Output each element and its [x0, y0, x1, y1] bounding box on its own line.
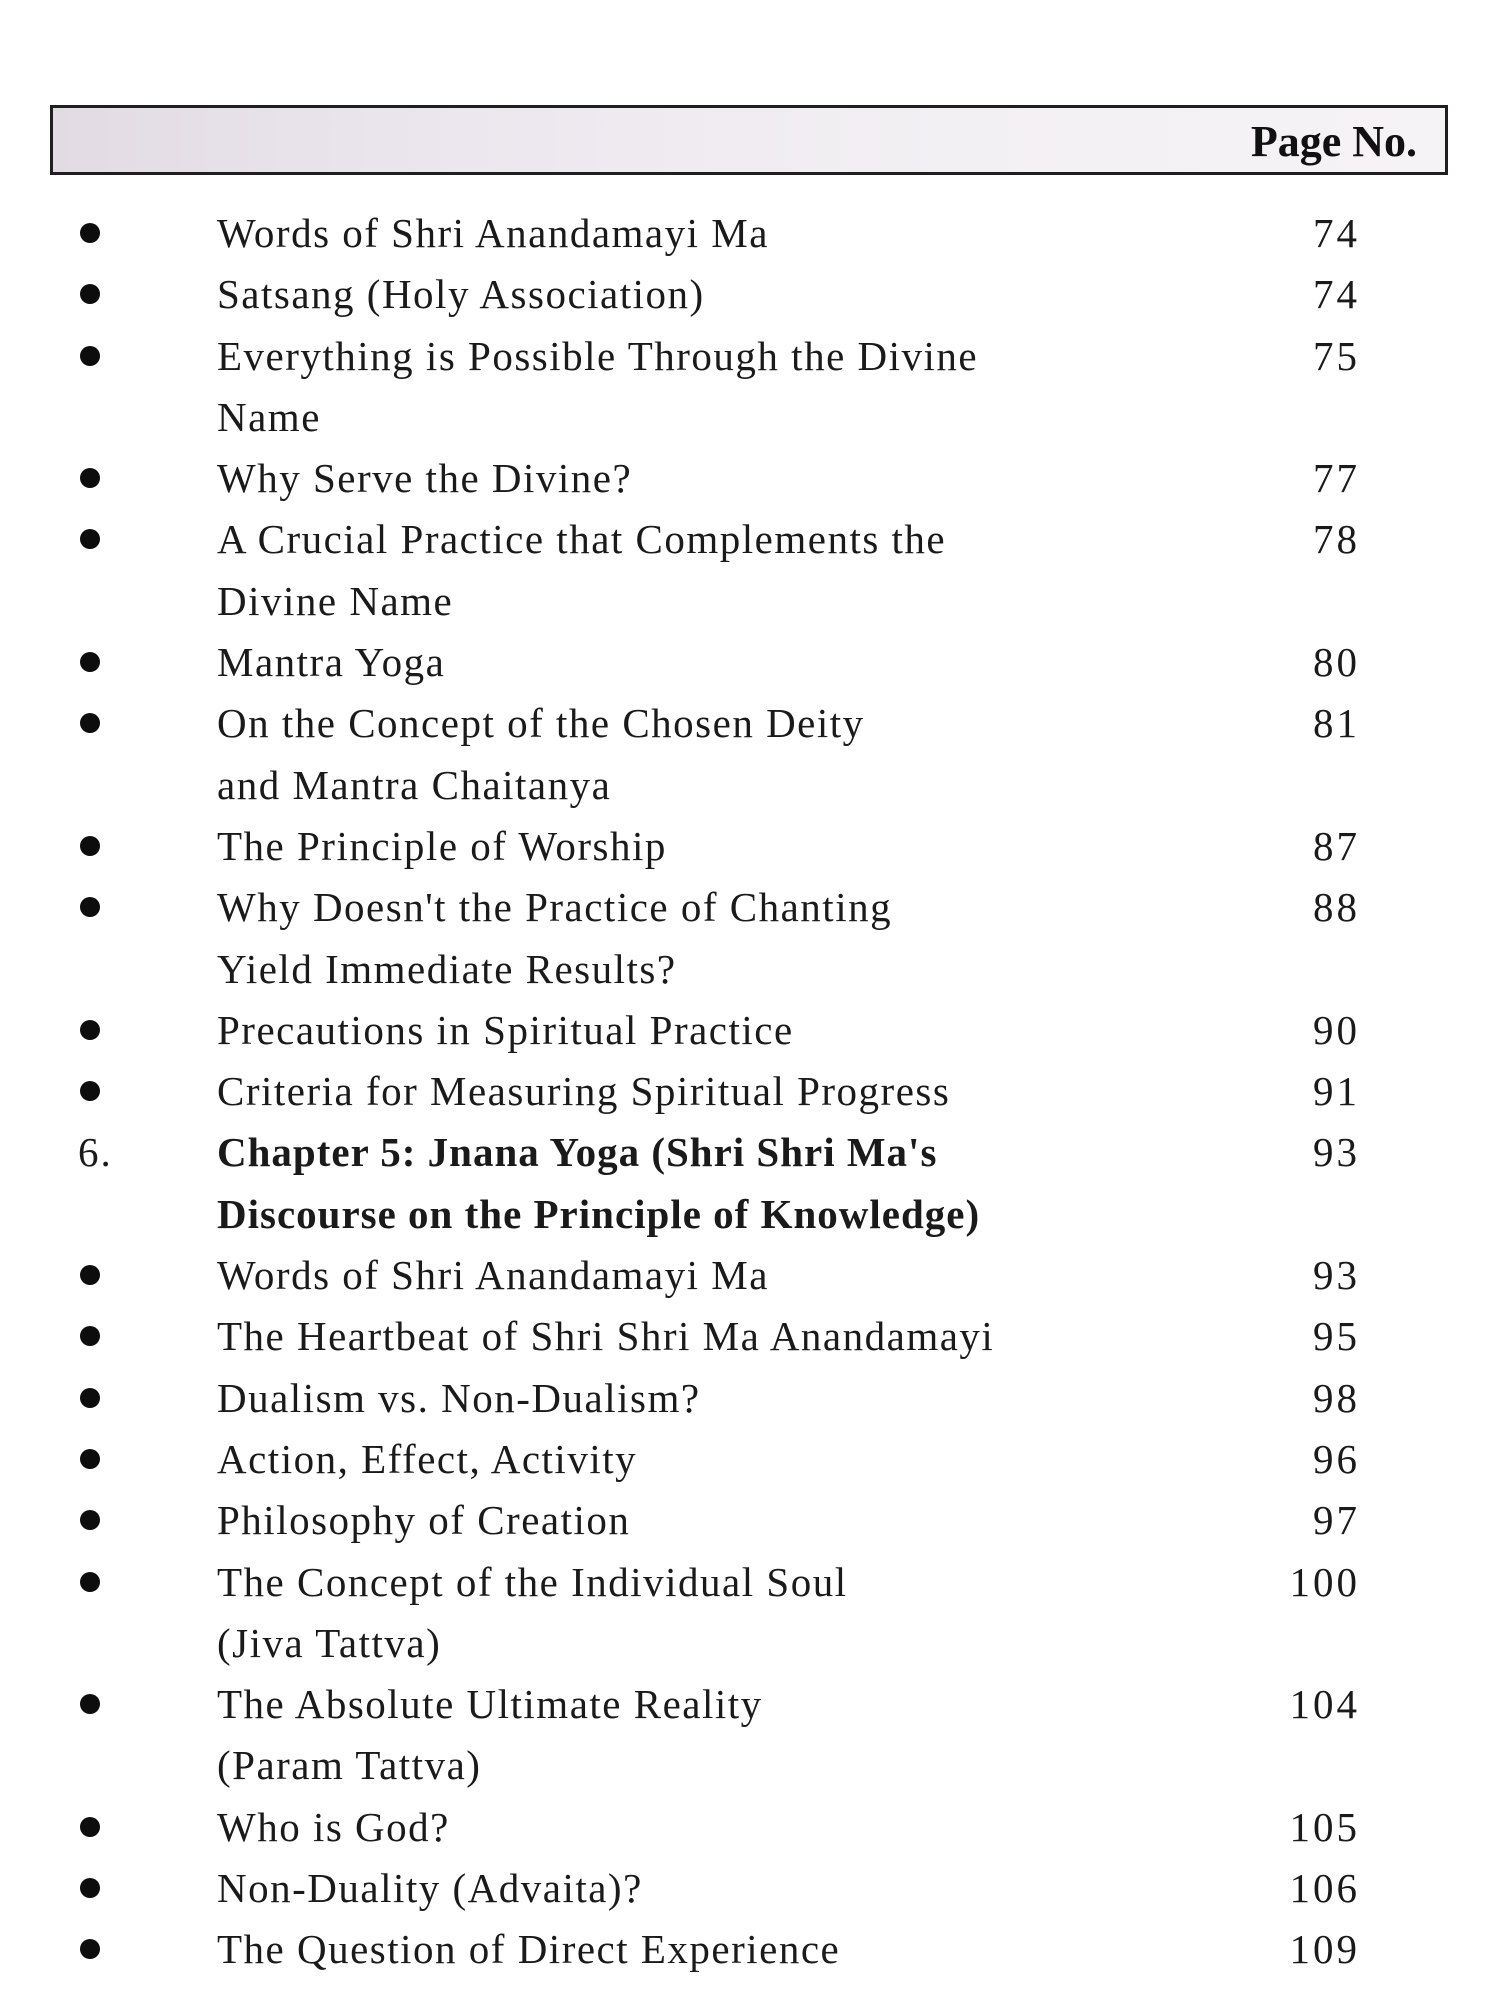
page-number: 100: [1289, 1558, 1360, 1605]
entry-title: The Question of Direct Experience: [217, 1926, 841, 1973]
entry-title: (Jiva Tattva): [217, 1619, 442, 1666]
bullet-icon: [80, 1449, 100, 1469]
bullet-icon: [80, 1694, 100, 1714]
toc-entry: [0, 448, 1500, 509]
toc-entry: [0, 632, 1500, 693]
bullet-icon: [80, 468, 100, 488]
entry-title: Dualism vs. Non-Dualism?: [217, 1374, 701, 1421]
toc-entry-line: [0, 1674, 1500, 1735]
page-number: 90: [1313, 1006, 1360, 1053]
toc-entry: [0, 1245, 1500, 1306]
toc-entry-line: [0, 1735, 1500, 1796]
page-no-label: Page No.: [1250, 117, 1417, 166]
bullet-icon: [80, 713, 100, 733]
toc-entry-line: [0, 1184, 1500, 1245]
toc-entry-line: [0, 816, 1500, 877]
toc-entry-line: [0, 877, 1500, 938]
toc-entry: [0, 1429, 1500, 1490]
entry-title: Action, Effect, Activity: [217, 1435, 638, 1482]
page-number: 96: [1313, 1435, 1360, 1482]
toc-entry-line: [0, 448, 1500, 509]
toc-entry-line: [0, 1919, 1500, 1980]
entry-title: Why Serve the Divine?: [217, 455, 633, 502]
toc-entry: [0, 1490, 1500, 1551]
toc-entry: [0, 816, 1500, 877]
toc-entry-line: [0, 264, 1500, 325]
toc-entry-line: [0, 571, 1500, 632]
toc-entry-line: [0, 1245, 1500, 1306]
bullet-icon: [80, 1510, 100, 1530]
bullet-icon: [80, 223, 100, 243]
chapter-number: 6.: [78, 1129, 113, 1176]
toc-entry: [0, 1858, 1500, 1919]
entry-title: The Principle of Worship: [217, 822, 667, 869]
bullet-icon: [80, 1878, 100, 1898]
page-number: 109: [1289, 1926, 1360, 1973]
entry-title: Non-Duality (Advaita)?: [217, 1865, 643, 1912]
page-number: 98: [1313, 1374, 1360, 1421]
entry-title: Precautions in Spiritual Practice: [217, 1006, 794, 1053]
toc-entry: [0, 1306, 1500, 1367]
bullet-icon: [80, 652, 100, 672]
page-number: 93: [1313, 1129, 1360, 1176]
bullet-icon: [80, 836, 100, 856]
page-number: 87: [1313, 822, 1360, 869]
entry-title: The Absolute Ultimate Reality: [217, 1681, 763, 1728]
entry-title: (Param Tattva): [217, 1742, 482, 1789]
bullet-icon: [80, 529, 100, 549]
toc-entry-line: [0, 1306, 1500, 1367]
bullet-icon: [80, 1817, 100, 1837]
toc-entry-line: [0, 1552, 1500, 1613]
toc-entry-line: [0, 1429, 1500, 1490]
entry-title: Name: [217, 393, 321, 440]
toc-entry-line: [0, 755, 1500, 816]
toc-entry-line: [0, 1061, 1500, 1122]
entry-title: and Mantra Chaitanya: [217, 761, 612, 808]
toc-entry-line: [0, 939, 1500, 1000]
toc-entry-line: [0, 1797, 1500, 1858]
entry-title: Words of Shri Anandamayi Ma: [217, 1252, 769, 1299]
page-number: 78: [1313, 516, 1360, 563]
toc-entry-line: [0, 387, 1500, 448]
toc-entry-line: [0, 326, 1500, 387]
toc-entry-line: [0, 1368, 1500, 1429]
table-of-contents: [0, 203, 1500, 1981]
toc-entry-line: [0, 1613, 1500, 1674]
entry-title: Words of Shri Anandamayi Ma: [217, 210, 769, 256]
bullet-icon: [80, 1939, 100, 1959]
toc-entry-line: [0, 203, 1500, 264]
toc-entry-line: [0, 509, 1500, 570]
toc-entry: [0, 1674, 1500, 1797]
bullet-icon: [80, 1326, 100, 1346]
bullet-icon: [80, 1388, 100, 1408]
entry-title: Mantra Yoga: [217, 639, 446, 686]
toc-entry: [0, 1000, 1500, 1061]
chapter-entry: [0, 1122, 1500, 1245]
entry-title: Why Doesn't the Practice of Chanting: [217, 884, 893, 931]
toc-entry-line: [0, 1858, 1500, 1919]
page-number: 91: [1313, 1068, 1360, 1115]
page-number: 95: [1313, 1313, 1360, 1360]
page-number: 104: [1289, 1681, 1360, 1728]
entry-title: Criteria for Measuring Spiritual Progress: [217, 1068, 951, 1115]
page-number: 88: [1313, 884, 1360, 931]
page-number: 74: [1313, 271, 1360, 318]
page-number: 106: [1289, 1865, 1360, 1912]
toc-entry: [0, 326, 1500, 449]
bullet-icon: [80, 346, 100, 366]
toc-entry: [0, 1368, 1500, 1429]
page-number-header: [50, 105, 1448, 175]
page-number: 75: [1313, 332, 1360, 379]
toc-entry-line: [0, 632, 1500, 693]
toc-entry: [0, 1919, 1500, 1980]
page-number: 97: [1313, 1497, 1360, 1544]
bullet-icon: [80, 1572, 100, 1592]
toc-entry: [0, 203, 1500, 264]
chapter-title: Chapter 5: Jnana Yoga (Shri Shri Ma's: [217, 1129, 938, 1176]
toc-entry-line: [0, 1490, 1500, 1551]
toc-entry: [0, 1552, 1500, 1675]
toc-entry: [0, 877, 1500, 1000]
bullet-icon: [80, 1081, 100, 1101]
entry-title: The Concept of the Individual Soul: [217, 1558, 848, 1605]
page-number: 74: [1313, 210, 1360, 256]
entry-title: Satsang (Holy Association): [217, 271, 705, 318]
page-number: 80: [1313, 639, 1360, 686]
toc-entry-line: [0, 1000, 1500, 1061]
entry-title: A Crucial Practice that Complements the: [217, 516, 947, 563]
page-number: 105: [1289, 1803, 1360, 1850]
toc-entry-line: [0, 693, 1500, 754]
bullet-icon: [80, 1265, 100, 1285]
entry-title: Yield Immediate Results?: [217, 945, 677, 992]
toc-entry: [0, 1797, 1500, 1858]
entry-title: Everything is Possible Through the Divine: [217, 332, 979, 379]
bullet-icon: [80, 284, 100, 304]
entry-title: Who is God?: [217, 1803, 450, 1850]
entry-title: The Heartbeat of Shri Shri Ma Anandamayi: [217, 1313, 995, 1360]
toc-entry: [0, 1061, 1500, 1122]
page-number: 77: [1313, 455, 1360, 502]
toc-entry: [0, 264, 1500, 325]
toc-entry: [0, 693, 1500, 816]
page-number: 81: [1313, 700, 1360, 747]
chapter-title: Discourse on the Principle of Knowledge): [217, 1190, 981, 1237]
entry-title: Philosophy of Creation: [217, 1497, 631, 1544]
bullet-icon: [80, 897, 100, 917]
toc-entry: [0, 509, 1500, 632]
toc-entry-line: [0, 1122, 1500, 1183]
page-number: 93: [1313, 1252, 1360, 1299]
bullet-icon: [80, 1020, 100, 1040]
entry-title: Divine Name: [217, 577, 454, 624]
entry-title: On the Concept of the Chosen Deity: [217, 700, 865, 747]
